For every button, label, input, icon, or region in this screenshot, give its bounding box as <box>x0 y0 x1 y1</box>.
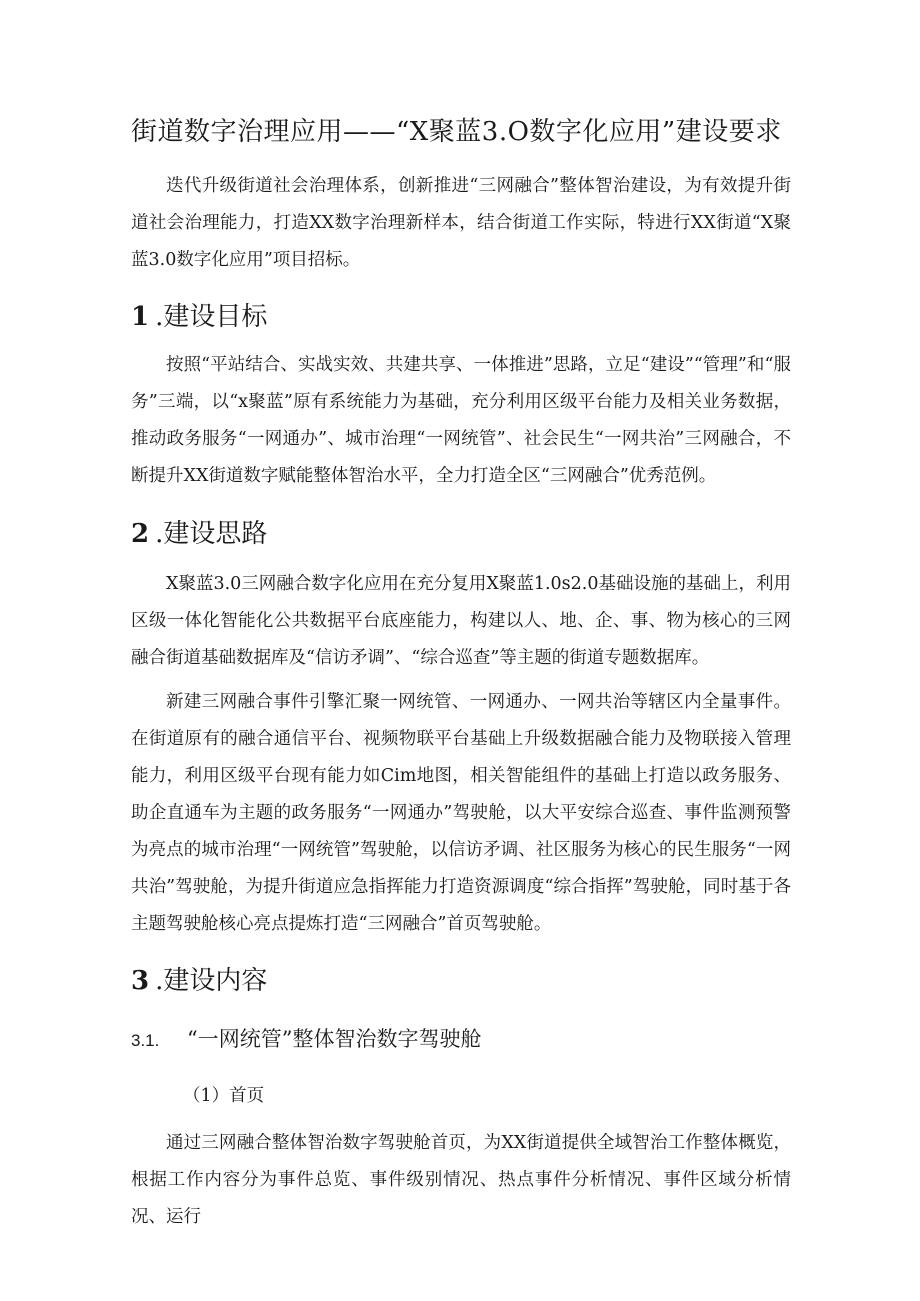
section-2-number: 2 <box>131 519 150 549</box>
intro-paragraph: 迭代升级街道社会治理体系，创新推进“三网融合”整体智治建设，为有效提升街道社会治理能力，打造XX数字治理新样本，结合街道工作实际，特进行XX街道“X聚蓝3.0数字化应用”项目招标。 <box>131 176 791 270</box>
section-1-heading <box>131 297 267 337</box>
section-1-title: .建设目标 <box>155 302 268 332</box>
subsection-3-1-number: 3.1. <box>131 1031 160 1050</box>
section-3-number: 3 <box>131 966 150 996</box>
item-homepage-heading: （1）首页 <box>183 1086 265 1106</box>
section-1-number: 1 <box>131 302 150 332</box>
section-2-title: .建设思路 <box>155 519 268 549</box>
section-1-paragraph: 按照“平站结合、实战实效、共建共享、一体推进”思路，立足“建设”“管理”和“服务”三端，以“x聚蓝”原有系统能力为基础，充分利用区级平台能力及相关业务数据，推动政务服务“一网通办”、城市治理“一网统管”、社会民生“一网共治”三网融合，不断提升XX街道数字赋能整体智治水平，全力打造全区“三网融合”优秀范例。 <box>131 355 791 486</box>
section-3-title: .建设内容 <box>155 966 268 996</box>
subsection-3-1-title: “一网统管”整体智治数字驾驶舱 <box>187 1027 482 1051</box>
homepage-paragraph: 通过三网融合整体智治数字驾驶舱首页，为XX街道提供全域智治工作整体概览，根据工作内容分为事件总览、事件级别情况、热点事件分析情况、事件区域分析情况、运行 <box>131 1133 791 1227</box>
document-title: 街道数字治理应用——“X聚蓝3.O数字化应用”建设要求 <box>131 117 782 147</box>
section-2-paragraph-1: X聚蓝3.0三网融合数字化应用在充分复用X聚蓝1.0s2.0基础设施的基础上，利用区级一体化智能化公共数据平台底座能力，构建以人、地、企、事、物为核心的三网融合街道基础数据库及“信访矛调”、“综合巡查”等主题的街道专题数据库。 <box>131 574 791 668</box>
subsection-3-1-heading <box>131 1022 481 1058</box>
section-2-heading <box>131 514 267 554</box>
section-3-heading <box>131 961 267 1001</box>
section-2-paragraph-2: 新建三网融合事件引擎汇聚一网统管、一网通办、一网共治等辖区内全量事件。在街道原有的融合通信平台、视频物联平台基础上升级数据融合能力及物联接入管理能力，利用区级平台现有能力如Cim地图，相关智能组件的基础上打造以政务服务、助企直通车为主题的政务服务“一网通办”驾驶舱，以大平安综合巡查、事件监测预警为亮点的城市治理“一网统管”驾驶舱，以信访矛调、社区服务为核心的民生服务“一网共治”驾驶舱，为提升街道应急指挥能力打造资源调度“综合指挥”驾驶舱，同时基于各主题驾驶舱核心亮点提炼打造“三网融合”首页驾驶舱。 <box>131 692 791 934</box>
